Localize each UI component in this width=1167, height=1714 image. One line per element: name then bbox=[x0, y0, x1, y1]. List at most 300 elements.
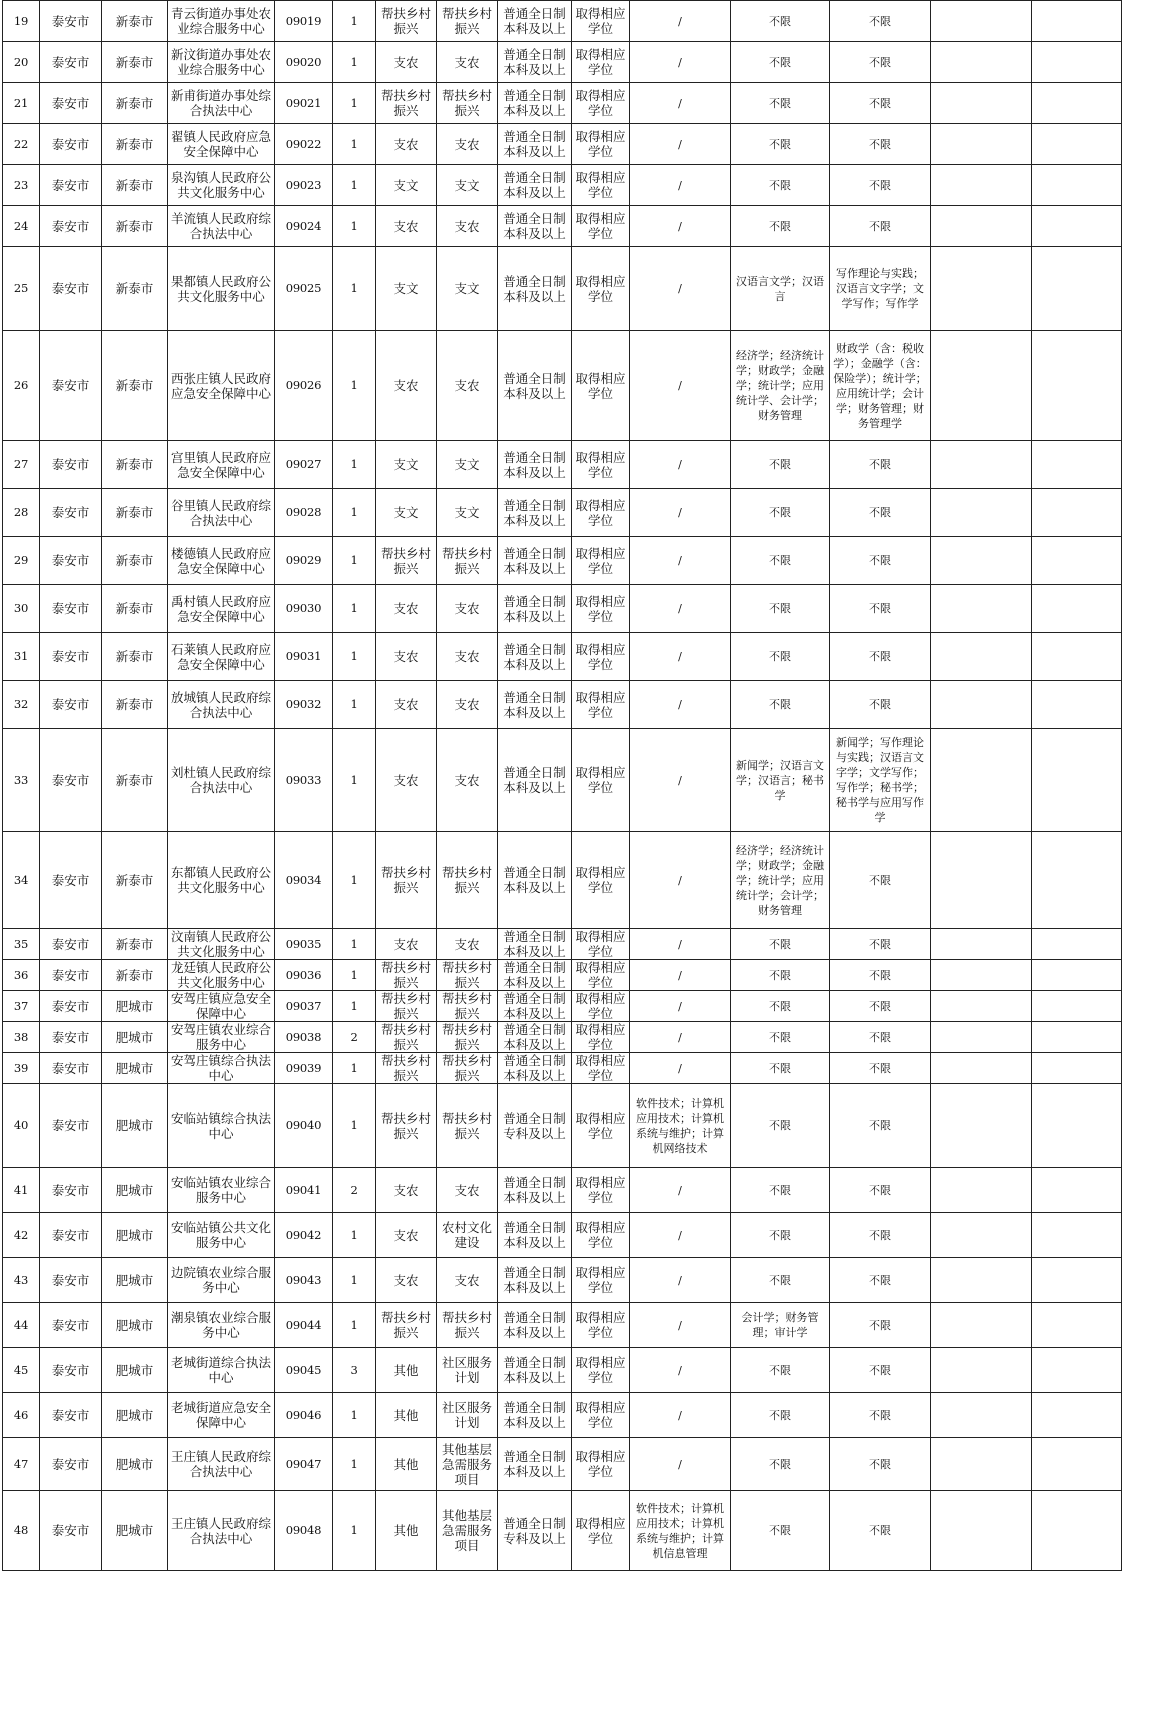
major-associate-cell: / bbox=[630, 1168, 731, 1213]
post-code-cell: 09035 bbox=[275, 929, 333, 960]
unit-cell: 安驾庄镇应急安全保障中心 bbox=[168, 991, 275, 1022]
plan-category-cell: 帮扶乡村振兴 bbox=[376, 1053, 437, 1084]
plan-category-cell: 支文 bbox=[376, 165, 437, 206]
unit-cell: 潮泉镇农业综合服务中心 bbox=[168, 1303, 275, 1348]
row-number: 21 bbox=[3, 83, 40, 124]
county-cell: 新泰市 bbox=[102, 1, 168, 42]
plan-category-cell: 支农 bbox=[376, 1213, 437, 1258]
post-code-cell: 09032 bbox=[275, 681, 333, 729]
row-number: 48 bbox=[3, 1491, 40, 1571]
county-cell: 新泰市 bbox=[102, 206, 168, 247]
remark-cell bbox=[931, 1053, 1032, 1084]
major-associate-cell: / bbox=[630, 1348, 731, 1393]
major-associate-cell: 软件技术；计算机应用技术；计算机系统与维护；计算机信息管理 bbox=[630, 1491, 731, 1571]
row-number: 37 bbox=[3, 991, 40, 1022]
service-type-cell: 帮扶乡村振兴 bbox=[437, 991, 498, 1022]
city-cell: 泰安市 bbox=[40, 1491, 102, 1571]
service-type-cell: 其他基层急需服务项目 bbox=[437, 1491, 498, 1571]
degree-cell: 取得相应学位 bbox=[572, 42, 630, 83]
major-associate-cell: / bbox=[630, 124, 731, 165]
degree-cell: 取得相应学位 bbox=[572, 832, 630, 929]
major-associate-cell: / bbox=[630, 441, 731, 489]
county-cell: 肥城市 bbox=[102, 1393, 168, 1438]
city-cell: 泰安市 bbox=[40, 247, 102, 331]
headcount-cell: 1 bbox=[333, 247, 376, 331]
unit-cell: 东都镇人民政府公共文化服务中心 bbox=[168, 832, 275, 929]
degree-cell: 取得相应学位 bbox=[572, 1348, 630, 1393]
degree-cell: 取得相应学位 bbox=[572, 247, 630, 331]
remark-cell bbox=[931, 441, 1032, 489]
county-cell: 新泰市 bbox=[102, 960, 168, 991]
table-row bbox=[3, 1393, 1122, 1438]
major-postgraduate-cell: 不限 bbox=[830, 1022, 931, 1053]
table-row bbox=[3, 441, 1122, 489]
major-associate-cell: / bbox=[630, 1438, 731, 1491]
service-type-cell: 支农 bbox=[437, 206, 498, 247]
plan-category-cell: 帮扶乡村振兴 bbox=[376, 1022, 437, 1053]
major-bachelor-cell: 不限 bbox=[731, 960, 830, 991]
table-row bbox=[3, 1491, 1122, 1571]
major-bachelor-cell: 不限 bbox=[731, 1393, 830, 1438]
row-number: 24 bbox=[3, 206, 40, 247]
education-cell: 普通全日制本科及以上 bbox=[498, 633, 572, 681]
major-bachelor-cell: 不限 bbox=[731, 83, 830, 124]
degree-cell: 取得相应学位 bbox=[572, 1393, 630, 1438]
unit-cell: 西张庄镇人民政府应急安全保障中心 bbox=[168, 331, 275, 441]
county-cell: 新泰市 bbox=[102, 83, 168, 124]
extra-cell bbox=[1032, 124, 1122, 165]
degree-cell: 取得相应学位 bbox=[572, 83, 630, 124]
table-row bbox=[3, 1022, 1122, 1053]
service-type-cell: 帮扶乡村振兴 bbox=[437, 537, 498, 585]
major-bachelor-cell: 不限 bbox=[731, 124, 830, 165]
degree-cell: 取得相应学位 bbox=[572, 489, 630, 537]
row-number: 29 bbox=[3, 537, 40, 585]
table-row bbox=[3, 247, 1122, 331]
major-bachelor-cell: 不限 bbox=[731, 42, 830, 83]
degree-cell: 取得相应学位 bbox=[572, 331, 630, 441]
unit-cell: 楼德镇人民政府应急安全保障中心 bbox=[168, 537, 275, 585]
county-cell: 新泰市 bbox=[102, 42, 168, 83]
unit-cell: 龙廷镇人民政府公共文化服务中心 bbox=[168, 960, 275, 991]
county-cell: 肥城市 bbox=[102, 1348, 168, 1393]
post-code-cell: 09023 bbox=[275, 165, 333, 206]
education-cell: 普通全日制本科及以上 bbox=[498, 1258, 572, 1303]
post-code-cell: 09041 bbox=[275, 1168, 333, 1213]
row-number: 42 bbox=[3, 1213, 40, 1258]
county-cell: 新泰市 bbox=[102, 585, 168, 633]
major-bachelor-cell: 不限 bbox=[731, 681, 830, 729]
plan-category-cell: 帮扶乡村振兴 bbox=[376, 83, 437, 124]
degree-cell: 取得相应学位 bbox=[572, 960, 630, 991]
city-cell: 泰安市 bbox=[40, 1303, 102, 1348]
row-number: 41 bbox=[3, 1168, 40, 1213]
plan-category-cell: 支农 bbox=[376, 585, 437, 633]
row-number: 32 bbox=[3, 681, 40, 729]
education-cell: 普通全日制本科及以上 bbox=[498, 585, 572, 633]
remark-cell bbox=[931, 1084, 1032, 1168]
city-cell: 泰安市 bbox=[40, 1213, 102, 1258]
major-postgraduate-cell: 不限 bbox=[830, 1084, 931, 1168]
city-cell: 泰安市 bbox=[40, 83, 102, 124]
unit-cell: 泉沟镇人民政府公共文化服务中心 bbox=[168, 165, 275, 206]
unit-cell: 禹村镇人民政府应急安全保障中心 bbox=[168, 585, 275, 633]
headcount-cell: 1 bbox=[333, 1, 376, 42]
degree-cell: 取得相应学位 bbox=[572, 929, 630, 960]
major-postgraduate-cell: 不限 bbox=[830, 489, 931, 537]
major-postgraduate-cell: 不限 bbox=[830, 1213, 931, 1258]
plan-category-cell: 支文 bbox=[376, 441, 437, 489]
service-type-cell: 社区服务计划 bbox=[437, 1393, 498, 1438]
major-postgraduate-cell: 不限 bbox=[830, 681, 931, 729]
table-row bbox=[3, 729, 1122, 832]
major-associate-cell: / bbox=[630, 1, 731, 42]
degree-cell: 取得相应学位 bbox=[572, 585, 630, 633]
headcount-cell: 1 bbox=[333, 832, 376, 929]
county-cell: 新泰市 bbox=[102, 441, 168, 489]
major-postgraduate-cell: 不限 bbox=[830, 1303, 931, 1348]
plan-category-cell: 支农 bbox=[376, 929, 437, 960]
major-postgraduate-cell: 不限 bbox=[830, 124, 931, 165]
education-cell: 普通全日制本科及以上 bbox=[498, 331, 572, 441]
post-code-cell: 09030 bbox=[275, 585, 333, 633]
degree-cell: 取得相应学位 bbox=[572, 165, 630, 206]
extra-cell bbox=[1032, 247, 1122, 331]
major-bachelor-cell: 汉语言文学；汉语言 bbox=[731, 247, 830, 331]
service-type-cell: 帮扶乡村振兴 bbox=[437, 960, 498, 991]
education-cell: 普通全日制本科及以上 bbox=[498, 729, 572, 832]
degree-cell: 取得相应学位 bbox=[572, 729, 630, 832]
extra-cell bbox=[1032, 1053, 1122, 1084]
city-cell: 泰安市 bbox=[40, 1258, 102, 1303]
major-postgraduate-cell: 不限 bbox=[830, 206, 931, 247]
plan-category-cell: 帮扶乡村振兴 bbox=[376, 991, 437, 1022]
major-associate-cell: / bbox=[630, 960, 731, 991]
education-cell: 普通全日制专科及以上 bbox=[498, 1491, 572, 1571]
headcount-cell: 1 bbox=[333, 489, 376, 537]
major-postgraduate-cell: 财政学（含：税收学）；金融学（含：保险学）；统计学；应用统计学；会计学；财务管理；财务管理学 bbox=[830, 331, 931, 441]
service-type-cell: 支农 bbox=[437, 1168, 498, 1213]
major-postgraduate-cell: 不限 bbox=[830, 1393, 931, 1438]
plan-category-cell: 支农 bbox=[376, 681, 437, 729]
major-postgraduate-cell: 不限 bbox=[830, 83, 931, 124]
table-row bbox=[3, 537, 1122, 585]
service-type-cell: 支文 bbox=[437, 441, 498, 489]
county-cell: 新泰市 bbox=[102, 489, 168, 537]
remark-cell bbox=[931, 1491, 1032, 1571]
remark-cell bbox=[931, 331, 1032, 441]
remark-cell bbox=[931, 206, 1032, 247]
headcount-cell: 1 bbox=[333, 681, 376, 729]
major-bachelor-cell: 不限 bbox=[731, 633, 830, 681]
table-row bbox=[3, 42, 1122, 83]
table-row bbox=[3, 929, 1122, 960]
county-cell: 肥城市 bbox=[102, 1053, 168, 1084]
table-row bbox=[3, 1213, 1122, 1258]
remark-cell bbox=[931, 1438, 1032, 1491]
remark-cell bbox=[931, 729, 1032, 832]
extra-cell bbox=[1032, 681, 1122, 729]
post-code-cell: 09048 bbox=[275, 1491, 333, 1571]
remark-cell bbox=[931, 633, 1032, 681]
plan-category-cell: 其他 bbox=[376, 1491, 437, 1571]
unit-cell: 果都镇人民政府公共文化服务中心 bbox=[168, 247, 275, 331]
major-associate-cell: / bbox=[630, 1053, 731, 1084]
post-code-cell: 09042 bbox=[275, 1213, 333, 1258]
table-row bbox=[3, 1168, 1122, 1213]
extra-cell bbox=[1032, 991, 1122, 1022]
row-number: 27 bbox=[3, 441, 40, 489]
county-cell: 新泰市 bbox=[102, 633, 168, 681]
post-code-cell: 09036 bbox=[275, 960, 333, 991]
remark-cell bbox=[931, 537, 1032, 585]
remark-cell bbox=[931, 832, 1032, 929]
major-bachelor-cell: 不限 bbox=[731, 1348, 830, 1393]
row-number: 39 bbox=[3, 1053, 40, 1084]
headcount-cell: 1 bbox=[333, 83, 376, 124]
headcount-cell: 1 bbox=[333, 206, 376, 247]
table-row bbox=[3, 124, 1122, 165]
table-body bbox=[3, 1, 1122, 1571]
degree-cell: 取得相应学位 bbox=[572, 1213, 630, 1258]
table-row bbox=[3, 681, 1122, 729]
headcount-cell: 2 bbox=[333, 1022, 376, 1053]
service-type-cell: 帮扶乡村振兴 bbox=[437, 83, 498, 124]
city-cell: 泰安市 bbox=[40, 1393, 102, 1438]
education-cell: 普通全日制本科及以上 bbox=[498, 83, 572, 124]
city-cell: 泰安市 bbox=[40, 729, 102, 832]
degree-cell: 取得相应学位 bbox=[572, 441, 630, 489]
extra-cell bbox=[1032, 1, 1122, 42]
row-number: 28 bbox=[3, 489, 40, 537]
post-code-cell: 09022 bbox=[275, 124, 333, 165]
unit-cell: 新汶街道办事处农业综合服务中心 bbox=[168, 42, 275, 83]
county-cell: 新泰市 bbox=[102, 165, 168, 206]
post-code-cell: 09040 bbox=[275, 1084, 333, 1168]
education-cell: 普通全日制本科及以上 bbox=[498, 1053, 572, 1084]
recruitment-table bbox=[2, 0, 1122, 1571]
remark-cell bbox=[931, 165, 1032, 206]
headcount-cell: 1 bbox=[333, 633, 376, 681]
table-row bbox=[3, 1053, 1122, 1084]
table-row bbox=[3, 585, 1122, 633]
remark-cell bbox=[931, 247, 1032, 331]
row-number: 46 bbox=[3, 1393, 40, 1438]
row-number: 35 bbox=[3, 929, 40, 960]
education-cell: 普通全日制本科及以上 bbox=[498, 247, 572, 331]
major-bachelor-cell: 不限 bbox=[731, 1213, 830, 1258]
extra-cell bbox=[1032, 1168, 1122, 1213]
plan-category-cell: 支农 bbox=[376, 42, 437, 83]
remark-cell bbox=[931, 489, 1032, 537]
major-postgraduate-cell: 不限 bbox=[830, 1168, 931, 1213]
table-row bbox=[3, 1084, 1122, 1168]
post-code-cell: 09047 bbox=[275, 1438, 333, 1491]
plan-category-cell: 支文 bbox=[376, 247, 437, 331]
recruitment-table-sheet bbox=[2, 0, 1122, 1571]
unit-cell: 安临站镇综合执法中心 bbox=[168, 1084, 275, 1168]
service-type-cell: 支农 bbox=[437, 633, 498, 681]
unit-cell: 谷里镇人民政府综合执法中心 bbox=[168, 489, 275, 537]
major-postgraduate-cell: 不限 bbox=[830, 441, 931, 489]
row-number: 45 bbox=[3, 1348, 40, 1393]
major-postgraduate-cell: 不限 bbox=[830, 1438, 931, 1491]
city-cell: 泰安市 bbox=[40, 1348, 102, 1393]
education-cell: 普通全日制本科及以上 bbox=[498, 832, 572, 929]
degree-cell: 取得相应学位 bbox=[572, 1053, 630, 1084]
county-cell: 肥城市 bbox=[102, 1258, 168, 1303]
major-bachelor-cell: 不限 bbox=[731, 1022, 830, 1053]
extra-cell bbox=[1032, 1348, 1122, 1393]
degree-cell: 取得相应学位 bbox=[572, 991, 630, 1022]
major-bachelor-cell: 不限 bbox=[731, 165, 830, 206]
service-type-cell: 社区服务计划 bbox=[437, 1348, 498, 1393]
city-cell: 泰安市 bbox=[40, 1, 102, 42]
county-cell: 肥城市 bbox=[102, 1438, 168, 1491]
table-row bbox=[3, 1438, 1122, 1491]
county-cell: 新泰市 bbox=[102, 832, 168, 929]
major-postgraduate-cell: 不限 bbox=[830, 991, 931, 1022]
county-cell: 肥城市 bbox=[102, 1084, 168, 1168]
service-type-cell: 支农 bbox=[437, 729, 498, 832]
education-cell: 普通全日制专科及以上 bbox=[498, 1084, 572, 1168]
post-code-cell: 09020 bbox=[275, 42, 333, 83]
remark-cell bbox=[931, 42, 1032, 83]
plan-category-cell: 支农 bbox=[376, 331, 437, 441]
unit-cell: 石莱镇人民政府应急安全保障中心 bbox=[168, 633, 275, 681]
headcount-cell: 1 bbox=[333, 729, 376, 832]
headcount-cell: 1 bbox=[333, 991, 376, 1022]
service-type-cell: 支农 bbox=[437, 331, 498, 441]
extra-cell bbox=[1032, 1491, 1122, 1571]
education-cell: 普通全日制本科及以上 bbox=[498, 1168, 572, 1213]
degree-cell: 取得相应学位 bbox=[572, 1, 630, 42]
major-bachelor-cell: 经济学；经济统计学；财政学；金融学；统计学；应用统计学、会计学；财务管理 bbox=[731, 331, 830, 441]
table-row bbox=[3, 1303, 1122, 1348]
education-cell: 普通全日制本科及以上 bbox=[498, 489, 572, 537]
extra-cell bbox=[1032, 42, 1122, 83]
remark-cell bbox=[931, 1258, 1032, 1303]
education-cell: 普通全日制本科及以上 bbox=[498, 1438, 572, 1491]
table-row bbox=[3, 832, 1122, 929]
major-associate-cell: / bbox=[630, 1022, 731, 1053]
headcount-cell: 1 bbox=[333, 1491, 376, 1571]
degree-cell: 取得相应学位 bbox=[572, 1258, 630, 1303]
major-associate-cell: / bbox=[630, 991, 731, 1022]
table-row bbox=[3, 960, 1122, 991]
major-bachelor-cell: 不限 bbox=[731, 585, 830, 633]
education-cell: 普通全日制本科及以上 bbox=[498, 441, 572, 489]
major-associate-cell: 软件技术；计算机应用技术；计算机系统与维护；计算机网络技术 bbox=[630, 1084, 731, 1168]
table-row bbox=[3, 206, 1122, 247]
major-associate-cell: / bbox=[630, 729, 731, 832]
unit-cell: 宫里镇人民政府应急安全保障中心 bbox=[168, 441, 275, 489]
unit-cell: 放城镇人民政府综合执法中心 bbox=[168, 681, 275, 729]
extra-cell bbox=[1032, 331, 1122, 441]
headcount-cell: 1 bbox=[333, 1053, 376, 1084]
major-associate-cell: / bbox=[630, 832, 731, 929]
remark-cell bbox=[931, 1303, 1032, 1348]
major-associate-cell: / bbox=[630, 1303, 731, 1348]
major-bachelor-cell: 不限 bbox=[731, 1053, 830, 1084]
major-postgraduate-cell: 不限 bbox=[830, 1258, 931, 1303]
county-cell: 肥城市 bbox=[102, 1022, 168, 1053]
education-cell: 普通全日制本科及以上 bbox=[498, 206, 572, 247]
major-associate-cell: / bbox=[630, 83, 731, 124]
major-postgraduate-cell: 不限 bbox=[830, 832, 931, 929]
service-type-cell: 农村文化建设 bbox=[437, 1213, 498, 1258]
county-cell: 新泰市 bbox=[102, 247, 168, 331]
remark-cell bbox=[931, 1022, 1032, 1053]
county-cell: 肥城市 bbox=[102, 1303, 168, 1348]
plan-category-cell: 支农 bbox=[376, 1258, 437, 1303]
row-number: 25 bbox=[3, 247, 40, 331]
major-associate-cell: / bbox=[630, 633, 731, 681]
major-bachelor-cell: 经济学；经济统计学；财政学；金融学；统计学；应用统计学；会计学；财务管理 bbox=[731, 832, 830, 929]
remark-cell bbox=[931, 585, 1032, 633]
education-cell: 普通全日制本科及以上 bbox=[498, 929, 572, 960]
major-postgraduate-cell: 不限 bbox=[830, 1053, 931, 1084]
headcount-cell: 1 bbox=[333, 165, 376, 206]
major-postgraduate-cell: 不限 bbox=[830, 633, 931, 681]
county-cell: 肥城市 bbox=[102, 1213, 168, 1258]
education-cell: 普通全日制本科及以上 bbox=[498, 42, 572, 83]
education-cell: 普通全日制本科及以上 bbox=[498, 991, 572, 1022]
major-associate-cell: / bbox=[630, 489, 731, 537]
plan-category-cell: 其他 bbox=[376, 1438, 437, 1491]
post-code-cell: 09039 bbox=[275, 1053, 333, 1084]
row-number: 47 bbox=[3, 1438, 40, 1491]
major-bachelor-cell: 不限 bbox=[731, 1084, 830, 1168]
remark-cell bbox=[931, 83, 1032, 124]
extra-cell bbox=[1032, 1022, 1122, 1053]
city-cell: 泰安市 bbox=[40, 960, 102, 991]
plan-category-cell: 支农 bbox=[376, 729, 437, 832]
plan-category-cell: 支农 bbox=[376, 633, 437, 681]
major-postgraduate-cell: 写作理论与实践；汉语言文字学；文学写作；写作学 bbox=[830, 247, 931, 331]
unit-cell: 老城街道综合执法中心 bbox=[168, 1348, 275, 1393]
city-cell: 泰安市 bbox=[40, 585, 102, 633]
major-postgraduate-cell: 不限 bbox=[830, 42, 931, 83]
degree-cell: 取得相应学位 bbox=[572, 1084, 630, 1168]
education-cell: 普通全日制本科及以上 bbox=[498, 124, 572, 165]
table-row bbox=[3, 331, 1122, 441]
post-code-cell: 09028 bbox=[275, 489, 333, 537]
extra-cell bbox=[1032, 206, 1122, 247]
plan-category-cell: 支农 bbox=[376, 124, 437, 165]
row-number: 36 bbox=[3, 960, 40, 991]
service-type-cell: 支农 bbox=[437, 1258, 498, 1303]
headcount-cell: 2 bbox=[333, 1168, 376, 1213]
remark-cell bbox=[931, 1393, 1032, 1438]
headcount-cell: 1 bbox=[333, 124, 376, 165]
row-number: 19 bbox=[3, 1, 40, 42]
extra-cell bbox=[1032, 1213, 1122, 1258]
row-number: 40 bbox=[3, 1084, 40, 1168]
plan-category-cell: 支农 bbox=[376, 206, 437, 247]
degree-cell: 取得相应学位 bbox=[572, 1491, 630, 1571]
remark-cell bbox=[931, 124, 1032, 165]
degree-cell: 取得相应学位 bbox=[572, 124, 630, 165]
major-bachelor-cell: 不限 bbox=[731, 1168, 830, 1213]
unit-cell: 老城街道应急安全保障中心 bbox=[168, 1393, 275, 1438]
county-cell: 新泰市 bbox=[102, 681, 168, 729]
unit-cell: 安驾庄镇农业综合服务中心 bbox=[168, 1022, 275, 1053]
county-cell: 新泰市 bbox=[102, 537, 168, 585]
major-associate-cell: / bbox=[630, 1258, 731, 1303]
city-cell: 泰安市 bbox=[40, 991, 102, 1022]
service-type-cell: 帮扶乡村振兴 bbox=[437, 832, 498, 929]
